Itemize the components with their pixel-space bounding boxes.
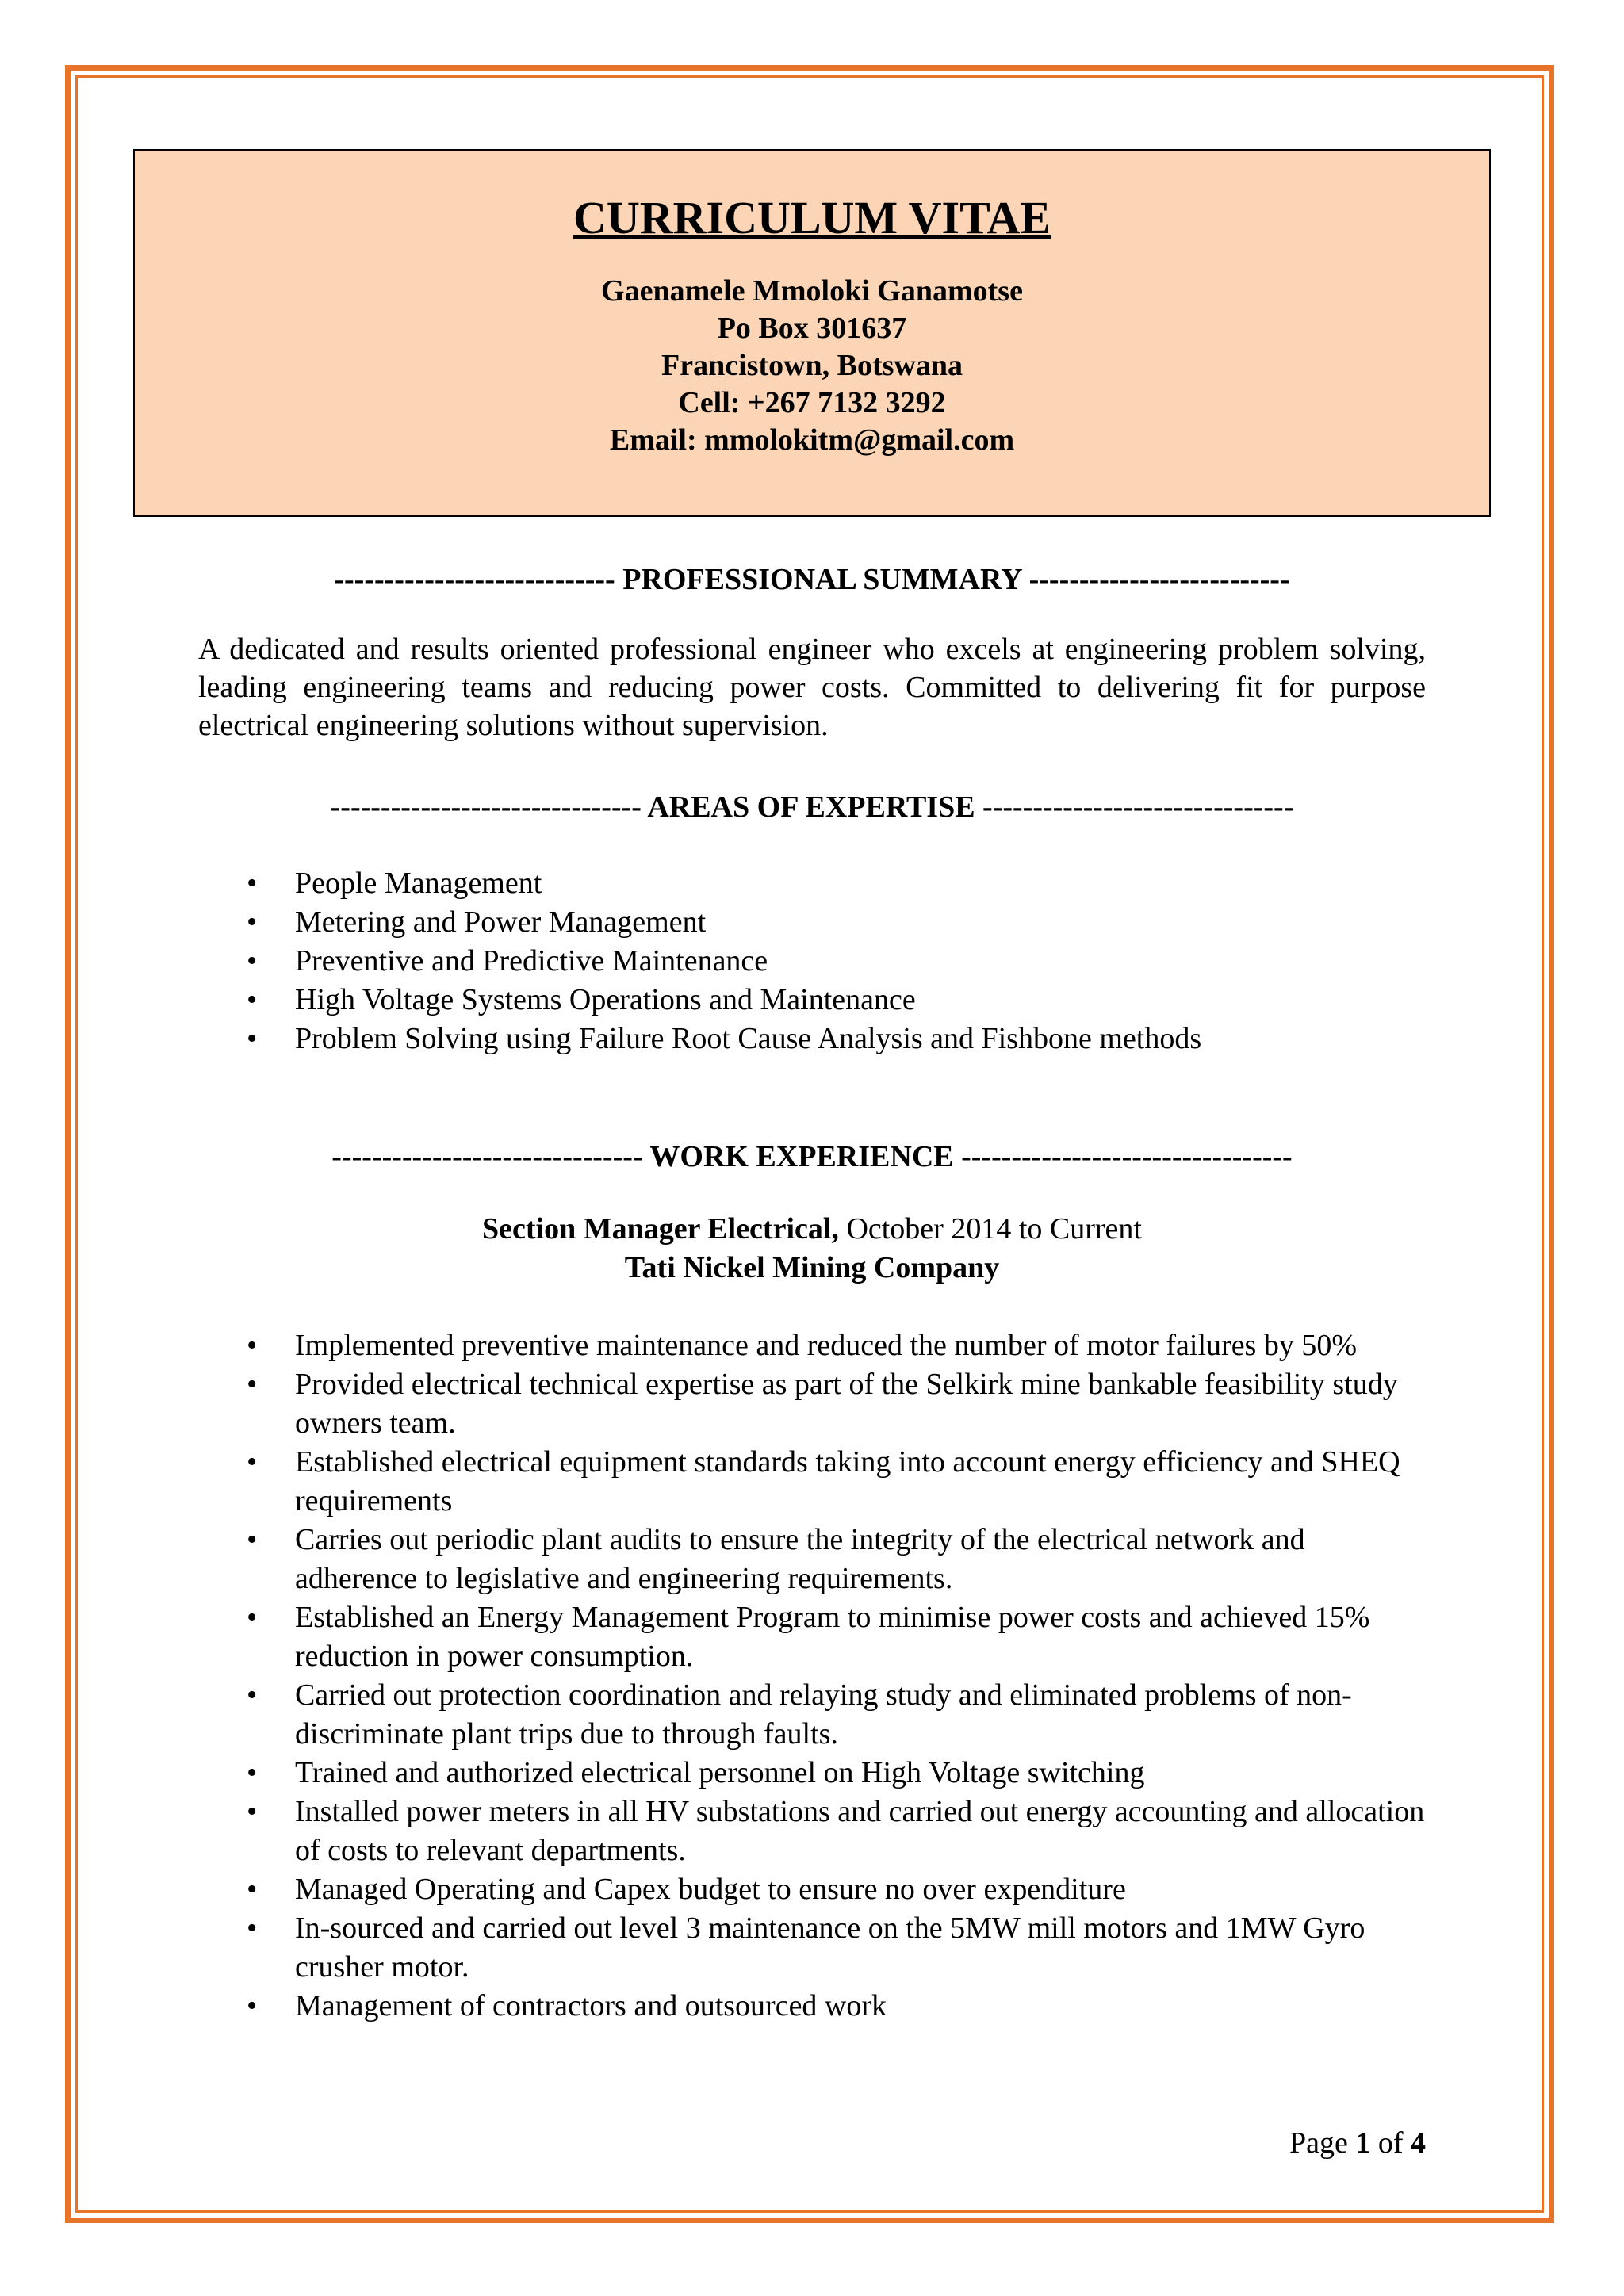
bullet-icon: • [247,867,258,900]
list-item-text: Preventive and Predictive Maintenance [295,944,768,978]
candidate-name: Gaenamele Mmoloki Ganamotse [601,274,1023,308]
bullet-icon: • [247,983,258,1016]
bullet-icon: • [247,1911,258,1945]
list-item [0,1909,1429,1987]
bullet-icon: • [247,1795,258,1828]
bullet-icon: • [247,905,258,939]
list-item [0,1521,1429,1598]
bullet-icon: • [247,1678,258,1712]
page-total: 4 [1411,2126,1426,2160]
list-item [0,1443,1429,1521]
bullet-icon: • [247,1756,258,1789]
bullet-icon: • [247,1873,258,1906]
list-item-text: Established an Energy Management Program to minimise power costs and achieved 15% reduction in power consumption. [295,1601,1370,1673]
list-item-text: High Voltage Systems Operations and Maintenance [295,983,916,1016]
list-item [0,1020,1429,1058]
cv-title: CURRICULUM VITAE [573,192,1051,243]
expertise-heading: ------------------------------- AREAS OF EXPERTISE ------------------------------- [330,790,1294,824]
list-item [0,1326,1429,1365]
bullet-icon: • [247,944,258,978]
list-item [0,1754,1429,1793]
bullet-icon: • [247,1329,258,1362]
bullet-icon: • [247,1601,258,1634]
contact-block [135,273,1489,459]
job-title: Section Manager Electrical, [482,1212,839,1246]
duties-list [0,1326,1429,2026]
list-item [0,981,1429,1020]
page-current: 1 [1355,2126,1371,2160]
po-box: Po Box 301637 [717,312,907,345]
location: Francistown, Botswana [661,349,963,382]
company-name: Tati Nickel Mining Company [624,1251,1000,1284]
list-item [0,1987,1429,2026]
cell-number: Cell: +267 7132 3292 [678,386,946,419]
bullet-icon: • [247,1445,258,1479]
expertise-list [0,864,1429,1058]
list-item [0,1870,1429,1909]
list-item [0,942,1429,981]
list-item-text: Provided electrical technical expertise as part of the Selkirk mine bankable feasibility study owners team. [295,1368,1398,1440]
list-item-text: Managed Operating and Capex budget to ensure no over expenditure [295,1873,1126,1906]
list-item-text: Installed power meters in all HV substations and carried out energy accounting and allocation of costs to relevant departments. [295,1795,1425,1867]
list-item-text: People Management [295,867,542,900]
bullet-icon: • [247,1368,258,1401]
list-item-text: In-sourced and carried out level 3 maintenance on the 5MW mill motors and 1MW Gyro crusher motor. [295,1911,1365,1984]
list-item [0,1676,1429,1754]
bullet-icon: • [247,1022,258,1055]
list-item [0,1793,1429,1870]
list-item-text: Trained and authorized electrical personnel on High Voltage switching [295,1756,1145,1789]
experience-heading: ------------------------------- WORK EXPERIENCE --------------------------------- [331,1140,1293,1173]
list-item [0,1598,1429,1676]
cv-header-box [133,149,1491,517]
page-number [1289,2125,1426,2161]
summary-text: A dedicated and results oriented professional engineer who excels at engineering problem solving, leading engineering teams and reducing power costs. Committed to delivering fit for purpose electrical engineering solutions without supervision. [198,633,1426,742]
list-item [0,1365,1429,1443]
job-title-line [133,1210,1491,1249]
of-label: of [1370,2126,1411,2160]
page-label: Page [1289,2126,1356,2160]
list-item [0,864,1429,903]
list-item-text: Implemented preventive maintenance and reduced the number of motor failures by 50% [295,1329,1357,1362]
job-period: October 2014 to Current [838,1212,1142,1246]
bullet-icon: • [247,1523,258,1556]
list-item [0,903,1429,942]
bullet-icon: • [247,1989,258,2022]
email-address: Email: mmolokitm@gmail.com [609,423,1015,457]
list-item-text: Established electrical equipment standards taking into account energy efficiency and SHEQ requirements [295,1445,1400,1517]
list-item-text: Carried out protection coordination and relaying study and eliminated problems of non-discriminate plant trips due to through faults. [295,1678,1352,1751]
list-item-text: Metering and Power Management [295,905,707,939]
list-item-text: Carries out periodic plant audits to ensure the integrity of the electrical network and adherence to legislative and engineering requirements. [295,1523,1305,1595]
list-item-text: Problem Solving using Failure Root Cause Analysis and Fishbone methods [295,1022,1202,1055]
summary-heading: ---------------------------- PROFESSIONAL SUMMARY -------------------------- [334,563,1290,596]
list-item-text: Management of contractors and outsourced work [295,1989,887,2022]
